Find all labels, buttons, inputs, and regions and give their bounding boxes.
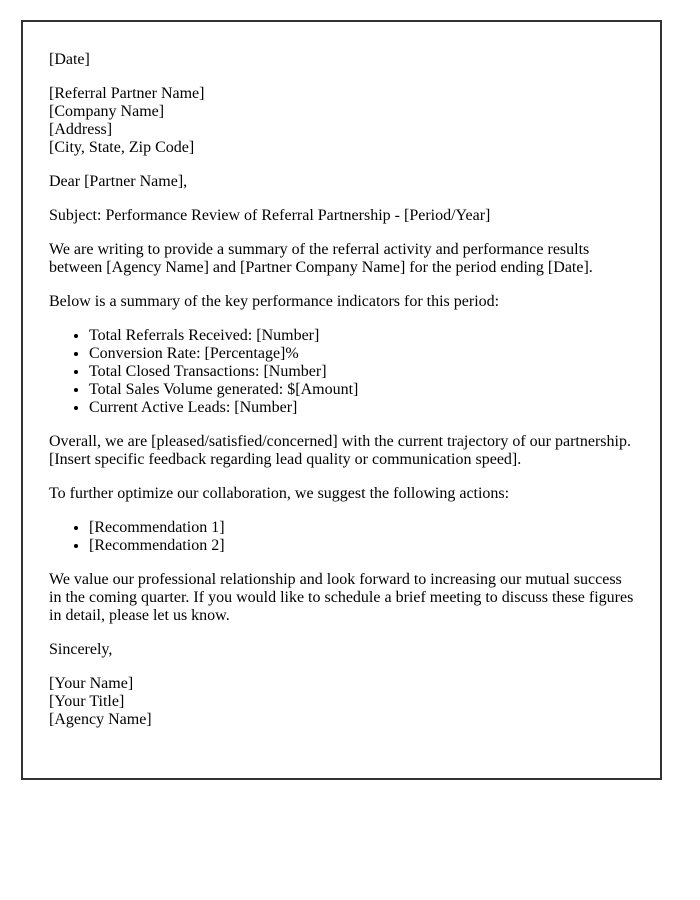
kpi-item-closed-transactions: • Total Closed Transactions: [Number]	[89, 363, 634, 381]
signoff: Sincerely,	[49, 641, 113, 658]
letter-document	[21, 20, 662, 780]
kpi-item-conversion-rate: • Conversion Rate: [Percentage]%	[89, 345, 634, 363]
kpi-item-active-leads: • Current Active Leads: [Number]	[89, 399, 634, 417]
assessment-paragraph: Overall, we are [pleased/satisfied/concerned] with the current trajectory of our partnership. [Insert specific feedback regarding lead quality or communication speed].	[49, 433, 631, 468]
recipient-address-block	[49, 85, 634, 157]
signature-title-line: [Your Title]	[49, 693, 125, 710]
recommendation-list	[49, 519, 634, 555]
actions-intro: To further optimize our collaboration, we suggest the following actions:	[49, 485, 510, 502]
recommendation-item-1: • [Recommendation 1]	[89, 519, 634, 537]
kpi-item-total-referrals: • Total Referrals Received: [Number]	[89, 327, 634, 345]
signature-name-line: [Your Name]	[49, 675, 134, 692]
recipient-address-line: [Address]	[49, 121, 113, 138]
recipient-city-state-zip-line: [City, State, Zip Code]	[49, 139, 195, 156]
recommendation-item-2: • [Recommendation 2]	[89, 537, 634, 555]
salutation: Dear [Partner Name],	[49, 173, 188, 190]
closing-paragraph: We value our professional relationship and look forward to increasing our mutual success in the coming quarter. If you would like to schedule a brief meeting to discuss these figures in detail, please let us know.	[49, 571, 634, 624]
recipient-company-line: [Company Name]	[49, 103, 165, 120]
intro-paragraph: We are writing to provide a summary of the referral activity and performance results between [Agency Name] and [Partner Company Name] for the period ending [Date].	[49, 241, 593, 276]
signature-agency-line: [Agency Name]	[49, 711, 152, 728]
kpi-item-sales-volume: • Total Sales Volume generated: $[Amount]	[89, 381, 634, 399]
signature-block	[49, 675, 634, 729]
subject-line: Subject: Performance Review of Referral Partnership - [Period/Year]	[49, 207, 491, 224]
date-line: [Date]	[49, 51, 90, 68]
kpi-list	[49, 327, 634, 417]
recipient-name-line: [Referral Partner Name]	[49, 85, 205, 102]
kpi-intro: Below is a summary of the key performance indicators for this period:	[49, 293, 500, 310]
